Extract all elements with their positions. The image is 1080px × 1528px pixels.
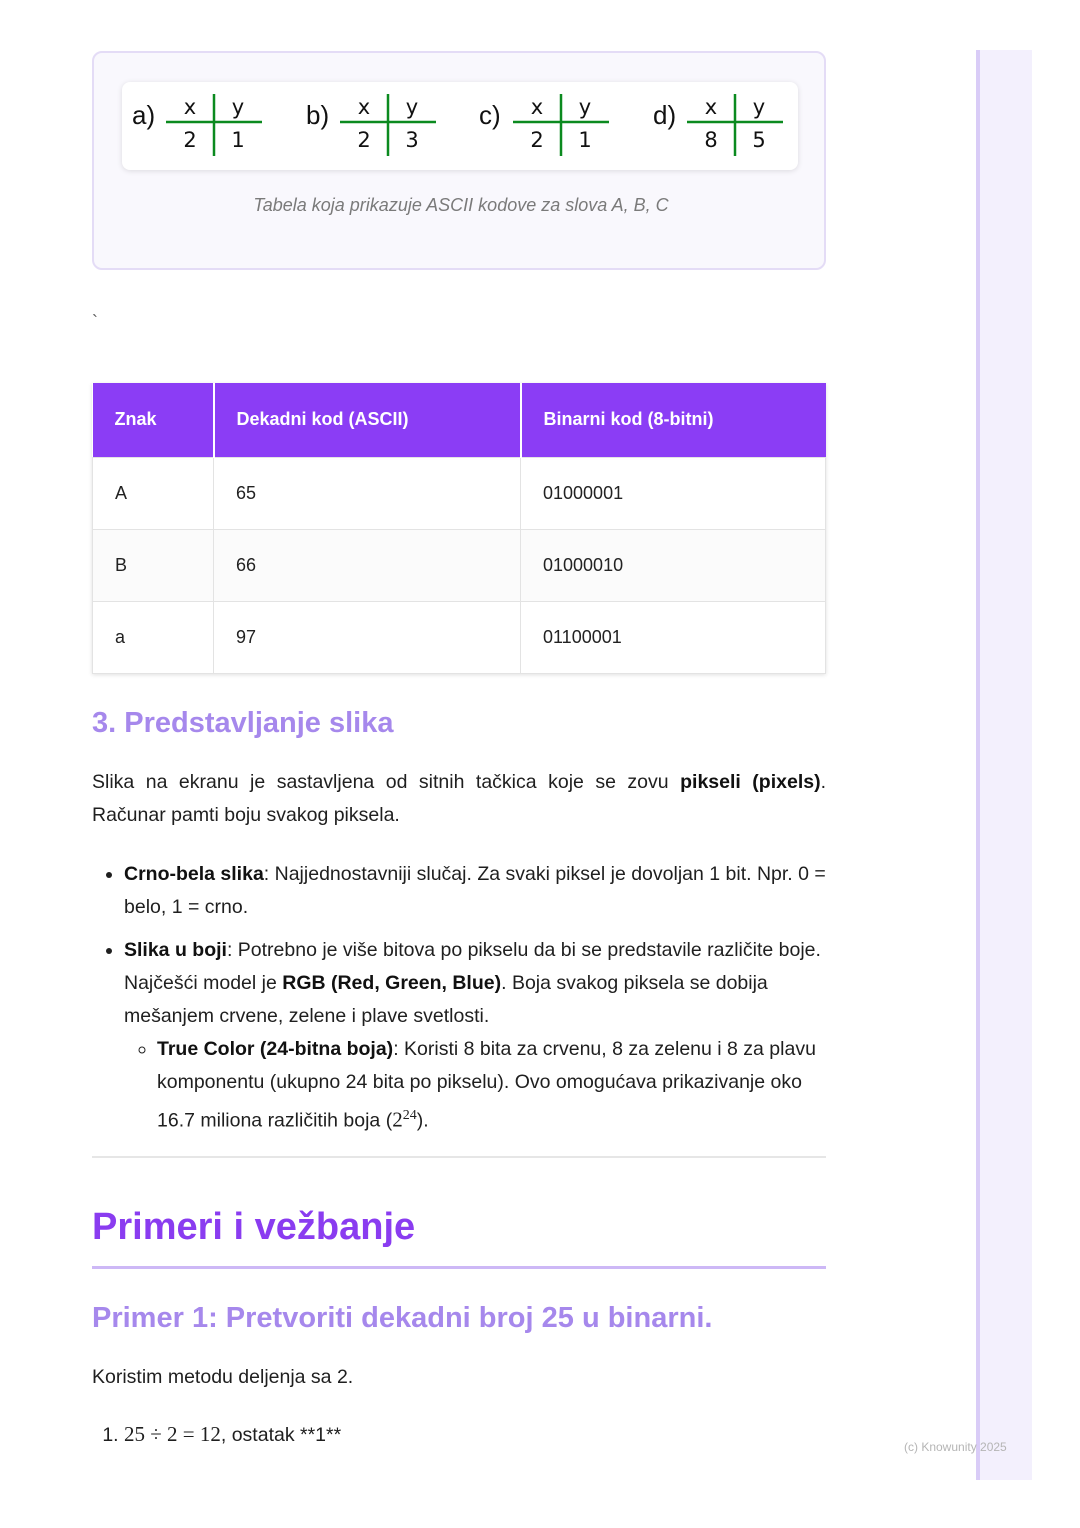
text-run: : Koristi 8 bita za crvenu, 8 za zelenu i 8 za plavu komponentu (ukupno 24 bita po pikselu). Ovo omogućava prikazivanje oko 16.7 miliona različitih boja ( [157,1038,816,1132]
sub-list [124,1033,826,1138]
t-table-label: b) [306,100,330,130]
table-cell: a [93,601,214,673]
list-item [124,1418,341,1451]
t-table-label: d) [653,100,677,130]
bold-term: Slika u boji [124,939,227,961]
copyright-footer: (c) Knowunity 2025 [904,1440,1007,1454]
text-run: Slika na ekranu je sastavljena od sitnih tačkica koje se zovu [92,771,681,793]
text-run: , ostatak **1** [220,1424,342,1446]
t-table-head-x: x [530,95,544,119]
table-header-row [93,383,826,457]
example-heading: Primer 1: Pretvoriti dekadni broj 25 u binarni. [92,1302,713,1334]
table-cell: 01000010 [521,529,826,601]
t-table-x-value: 2 [183,128,197,152]
column-header: Znak [93,383,214,457]
page-heading: Primeri i vežbanje [92,1206,416,1248]
column-header: Binarni kod (8-bitni) [521,383,826,457]
text-run: : Najjednostavniji slučaj. Za svaki piksel je dovoljan 1 bit. Npr. 0 = belo, 1 = crno. [124,863,826,918]
t-table-head-x: x [183,95,197,119]
list-item [157,1033,826,1138]
example-intro: Koristim metodu deljenja sa 2. [92,1366,354,1388]
math-base: 2 [392,1107,403,1132]
figure-caption: Tabela koja prikazuje ASCII kodove za slova A, B, C [253,195,669,215]
t-table-head-y: y [752,95,766,119]
side-rail [976,50,1032,1480]
table-cell: A [93,457,214,529]
t-table-drawing [336,92,440,162]
intro-paragraph [92,766,826,832]
t-table-head-x: x [704,95,718,119]
t-table-x-value: 8 [704,128,718,152]
t-table-label: a) [132,100,156,130]
text-run: . Računar pamti boju svakog piksela. [92,771,827,826]
t-table-head-x: x [357,95,371,119]
table-row [93,529,826,601]
figure-card [92,51,826,270]
t-table-drawing [162,92,266,162]
table-cell: 66 [214,529,521,601]
section-divider [92,1156,826,1158]
bold-term: pikseli (pixels) [680,771,821,793]
column-header: Dekadni kod (ASCII) [214,383,521,457]
math-exponent: 24 [402,1108,417,1123]
table-cell: 01000001 [521,457,826,529]
t-table-label: c) [479,100,501,130]
t-table-y-value: 3 [405,128,419,152]
t-table-head-y: y [231,95,245,119]
table-row [93,601,826,673]
t-table-y-value: 1 [231,128,245,152]
t-table-x-value: 2 [357,128,371,152]
table-cell: B [93,529,214,601]
steps-list [92,1418,341,1451]
t-table-y-value: 1 [578,128,592,152]
table-cell: 01100001 [521,601,826,673]
section-heading: 3. Predstavljanje slika [92,707,394,739]
heading-underline [92,1266,826,1269]
bold-term: True Color (24-bitna boja) [157,1038,394,1060]
bold-term: Crno-bela slika [124,863,264,885]
list-item [124,858,826,924]
text-run: ). [416,1109,429,1132]
t-table-y-value: 5 [752,128,766,152]
t-table-head-y: y [405,95,419,119]
list-item [124,934,826,1138]
t-table-x-value: 2 [530,128,544,152]
table-cell: 97 [214,601,521,673]
text-run: . Boja svakog piksela se dobija mešanjem crvene, zelene i plave svetlosti. [124,972,768,1027]
t-table-drawing [683,92,787,162]
text-run: : Potrebno je više bitova po pikselu da bi se predstavile različite boje. Najčešći model je [124,939,821,994]
math-expression: 25 ÷ 2 = 12 [124,1422,221,1446]
bold-term: RGB (Red, Green, Blue) [282,972,502,994]
t-table-head-y: y [578,95,592,119]
table-row [93,457,826,529]
bullet-list [92,858,826,1148]
table-cell: 65 [214,457,521,529]
t-tables-image [122,82,798,170]
stray-backtick: ` [92,312,98,332]
ascii-table [92,383,826,674]
t-table-drawing [509,92,613,162]
